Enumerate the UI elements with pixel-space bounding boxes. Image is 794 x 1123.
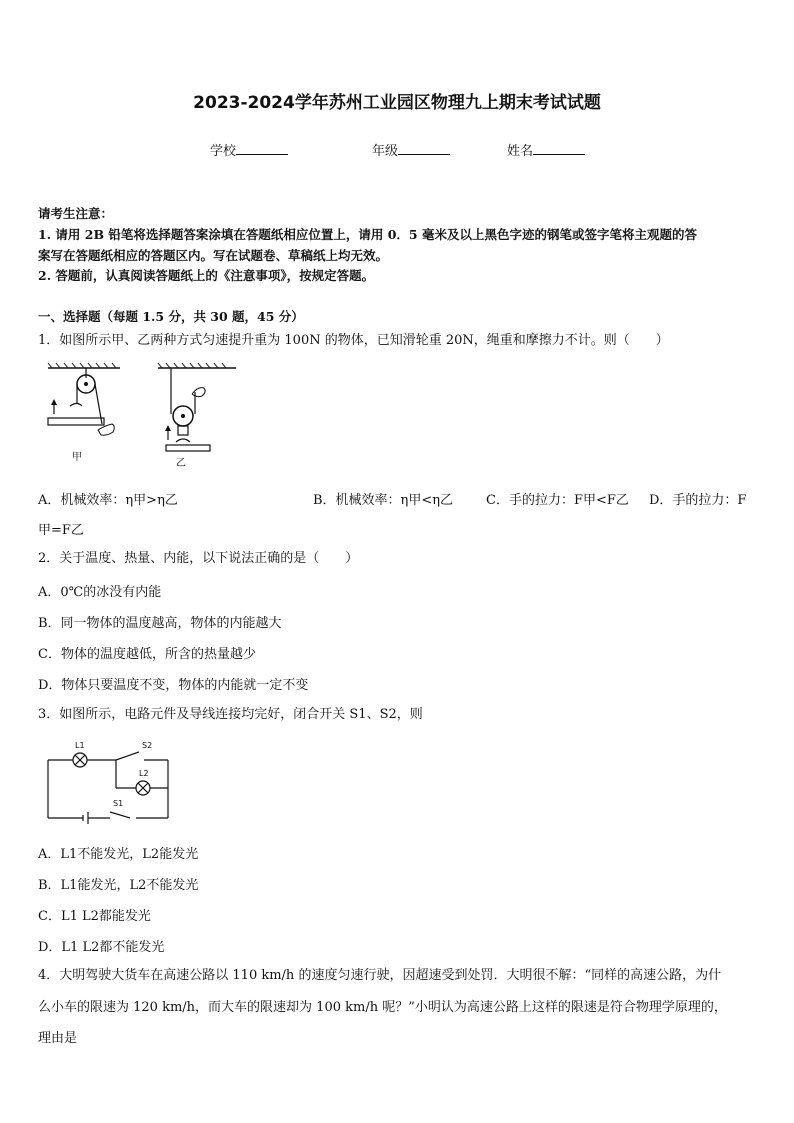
q1-option-b[interactable] — [313, 489, 453, 508]
q1-stem: 1．如图所示甲、乙两种方式匀速提升重为 100N 的物体，已知滑轮重 20N，绳重和摩擦力不计。则（ ） — [38, 333, 669, 348]
notice-line-2: 2. 答题前，认真阅读答题纸上的《注意事项》，按规定答题。 — [38, 268, 375, 283]
q3-option-c[interactable]: C．L1 L2都能发光 — [38, 909, 151, 924]
name-field[interactable] — [507, 140, 585, 159]
label-l1: L1 — [75, 741, 85, 750]
notice-heading: 请考生注意： — [38, 206, 114, 221]
grade-blank[interactable] — [398, 142, 450, 155]
notice-line-1a: 1. 请用 2B 铅笔将选择题答案涂填在答题纸相应位置上，请用 0．5 毫米及以上黑色字迹的钢笔或签字笔将主观题的答 — [38, 227, 697, 242]
school-label: 学校 — [210, 144, 237, 159]
q1-option-c-text: C．手的拉力：F甲<F乙 — [486, 493, 629, 508]
section-1-heading: 一、选择题（每题 1.5 分，共 30 题，45 分） — [38, 309, 304, 324]
school-field[interactable] — [210, 140, 288, 159]
q3-option-a[interactable]: A．L1不能发光，L2能发光 — [38, 847, 199, 862]
q1-option-c[interactable] — [486, 489, 629, 508]
name-label: 姓名 — [507, 144, 534, 159]
q4-line-1: 4．大明驾驶大货车在高速公路以 110 km/h 的速度匀速行驶，因超速受到处罚．大明很不解：“同样的高速公路，为什 — [38, 968, 722, 983]
q1-option-a-text: A．机械效率：η甲>η乙 — [38, 493, 178, 508]
fig-label-a: 甲 — [72, 452, 82, 463]
grade-label: 年级 — [372, 144, 399, 159]
pulley-figure — [40, 362, 250, 472]
q2-option-a[interactable]: A．0℃的冰没有内能 — [38, 585, 162, 600]
q1-option-b-text: B．机械效率：η甲<η乙 — [313, 493, 454, 508]
q2-option-c[interactable]: C．物体的温度越低，所含的热量越少 — [38, 647, 256, 662]
q2-option-b[interactable]: B．同一物体的温度越高，物体的内能越大 — [38, 616, 282, 631]
q2-option-d[interactable]: D．物体只要温度不变，物体的内能就一定不变 — [38, 678, 309, 693]
q3-option-d[interactable]: D．L1 L2都不能发光 — [38, 940, 165, 955]
school-blank[interactable] — [236, 142, 288, 155]
fig-label-b: 乙 — [176, 458, 186, 469]
q4-line-2: 么小车的限速为 120 km/h，而大车的限速却为 100 km/h 呢？”小明认为高速公路上这样的限速是符合物理学原理的， — [38, 1000, 727, 1015]
notice-line-1b: 案写在答题纸相应的答题区内。写在试题卷、草稿纸上均无效。 — [38, 248, 389, 263]
q1-option-d-text: D．手的拉力：F — [649, 493, 747, 508]
q1-option-a[interactable] — [38, 489, 178, 508]
label-s1: S1 — [113, 799, 124, 808]
q1-option-d-continued: 甲=F乙 — [38, 523, 84, 538]
name-blank[interactable] — [533, 142, 585, 155]
label-s2: S2 — [142, 741, 153, 750]
label-l2: L2 — [139, 769, 149, 778]
q4-line-3: 理由是 — [38, 1031, 78, 1046]
grade-field[interactable] — [372, 140, 450, 159]
page-title: 2023-2024学年苏州工业园区物理九上期末考试试题 — [193, 93, 601, 113]
q3-option-b[interactable]: B．L1能发光，L2不能发光 — [38, 878, 199, 893]
q2-stem: 2．关于温度、热量、内能，以下说法正确的是（ ） — [38, 551, 359, 566]
q1-option-d[interactable] — [649, 489, 746, 508]
circuit-figure — [44, 736, 174, 826]
q3-stem: 3．如图所示，电路元件及导线连接均完好，闭合开关 S1、S2，则 — [38, 707, 423, 722]
